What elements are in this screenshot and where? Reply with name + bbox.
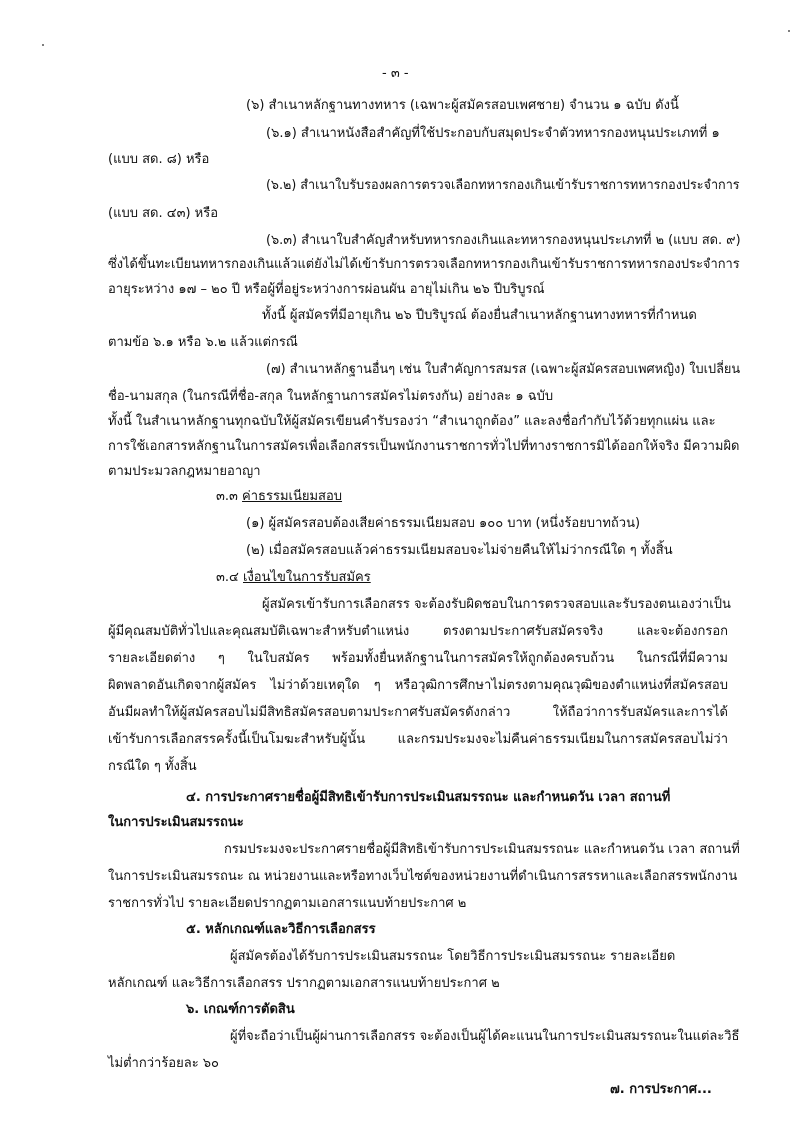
- section-3-4-heading: [216, 570, 371, 586]
- item-7-line-1: (๗) สำเนาหลักฐานอื่นๆ เช่น ใบสำคัญการสมรส (เฉพาะผู้สมัครสอบเพศหญิง) ใบเปลี่ยน: [266, 362, 741, 377]
- section-6-line-1: ผู้ที่จะถือว่าเป็นผู้ผ่านการเลือกสรร จะต้องเป็นผู้ได้คะแนนในการประเมินสมรรถนะในแต่ละวิธี: [230, 1029, 740, 1044]
- item-6-2-line-2: (แบบ สด. ๔๓) หรือ: [108, 206, 219, 221]
- item-7-line-5: ตามประมวลกฎหมายอาญา: [108, 464, 261, 479]
- conditions-line-6: เข้ารับการเลือกสรรครั้งนี้เป็นโมฆะสำหรับผู้นั้น และกรมประมงจะไม่คืนค่าธรรมเนียมในการสมัครสอบไม่ว่า: [108, 732, 728, 747]
- item-7-line-2: ชื่อ-นามสกุล (ในกรณีที่ชื่อ-สกุล ในหลักฐานการสมัครไม่ตรงกัน) อย่างละ ๑ ฉบับ: [108, 389, 554, 404]
- conditions-line-3: รายละเอียดต่าง ๆ ในใบสมัคร พร้อมทั้งยื่นหลักฐานในการสมัครให้ถูกต้องครบถ้วน ในกรณีที่มีความ: [108, 651, 728, 666]
- section-4-line-1: กรมประมงจะประกาศรายชื่อผู้มีสิทธิเข้ารับการประเมินสมรรถนะ และกำหนดวัน เวลา สถานที่: [224, 842, 740, 857]
- scan-speck: [42, 44, 44, 46]
- item-6-note-line-1: ทั้งนี้ ผู้สมัครที่มีอายุเกิน ๒๖ ปีบริบูรณ์ ต้องยื่นสำเนาหลักฐานทางทหารที่กำหนด: [262, 308, 697, 323]
- conditions-line-1: ผู้สมัครเข้ารับการเลือกสรร จะต้องรับผิดชอบในการตรวจสอบและรับรองตนเองว่าเป็น: [262, 597, 731, 612]
- fee-item-1: (๑) ผู้สมัครสอบต้องเสียค่าธรรมเนียมสอบ ๑๐๐ บาท (หนึ่งร้อยบาทถ้วน): [246, 516, 641, 531]
- section-3-4-number: ๓.๔: [216, 570, 239, 585]
- conditions-line-7: กรณีใด ๆ ทั้งสิ้น: [108, 759, 197, 774]
- item-6-3-line-2: ซึ่งได้ขึ้นทะเบียนทหารกองเกินแล้วแต่ยังไม่ได้เข้ารับการตรวจเลือกทหารกองเกินเข้ารับราชการทหารกองประจำการ: [108, 257, 740, 272]
- item-6-heading: (๖) สำเนาหลักฐานทางทหาร (เฉพาะผู้สมัครสอบเพศชาย) จำนวน ๑ ฉบับ ดังนี้: [246, 98, 679, 113]
- section-6-line-2: ไม่ต่ำกว่าร้อยละ ๖๐: [108, 1056, 219, 1071]
- item-7-line-4: การใช้เอกสารหลักฐานในการสมัครเพื่อเลือกสรรเป็นพนักงานราชการทั่วไปที่ทางราชการมิได้ออกให้จริง มีความผิด: [108, 439, 740, 454]
- item-6-1-line-1: (๖.๑) สำเนาหนังสือสำคัญที่ใช้ประกอบกับสมุดประจำตัวทหารกองหนุนประเภทที่ ๑: [266, 126, 720, 141]
- section-4-line-2: ในการประเมินสมรรถนะ ณ หน่วยงานและหรือทางเว็บไซต์ของหน่วยงานที่ดำเนินการสรรหาและเลือกสรรพนักงาน: [108, 869, 738, 884]
- section-5-title: ๕. หลักเกณฑ์และวิธีการเลือกสรร: [186, 922, 376, 937]
- scan-speck: [788, 30, 790, 32]
- section-3-3-title: ค่าธรรมเนียมสอบ: [242, 489, 343, 504]
- section-6-title: ๖. เกณฑ์การตัดสิน: [186, 1002, 295, 1017]
- section-3-3-heading: [216, 489, 342, 505]
- item-6-3-line-3: อายุระหว่าง ๑๗ – ๒๐ ปี หรือผู้ที่อยู่ระหว่างการผ่อนผัน อายุไม่เกิน ๒๖ ปีบริบูรณ์: [108, 282, 545, 297]
- page-number: - ๓ -: [382, 66, 409, 81]
- continuation-marker: ๗. การประกาศ...: [610, 1082, 712, 1097]
- section-4-title-line-2: ในการประเมินสมรรถนะ: [108, 815, 244, 830]
- section-5-line-2: หลักเกณฑ์ และวิธีการเลือกสรร ปรากฏตามเอกสารแนบท้ายประกาศ ๒: [108, 976, 500, 991]
- item-6-2-line-1: (๖.๒) สำเนาใบรับรองผลการตรวจเลือกทหารกองเกินเข้ารับราชการทหารกองประจำการ: [266, 178, 740, 193]
- conditions-line-2: ผู้มีคุณสมบัติทั่วไปและคุณสมบัติเฉพาะสำหรับตำแหน่ง ตรงตามประกาศรับสมัครจริง และจะต้องกรอก: [108, 624, 728, 639]
- section-3-3-number: ๓.๓: [216, 489, 238, 504]
- item-6-1-line-2: (แบบ สด. ๘) หรือ: [108, 152, 210, 167]
- item-7-line-3: ทั้งนี้ ในสำเนาหลักฐานทุกฉบับให้ผู้สมัครเขียนคำรับรองว่า “สำเนาถูกต้อง” และลงชื่อกำกับไว้ด้วยทุกแผ่น และ: [108, 414, 716, 429]
- fee-item-2: (๒) เมื่อสมัครสอบแล้วค่าธรรมเนียมสอบจะไม่จ่ายคืนให้ไม่ว่ากรณีใด ๆ ทั้งสิ้น: [246, 543, 673, 558]
- item-6-note-line-2: ตามข้อ ๖.๑ หรือ ๖.๒ แล้วแต่กรณี: [108, 335, 298, 350]
- conditions-line-5: อันมีผลทำให้ผู้สมัครสอบไม่มีสิทธิสมัครสอบตามประกาศรับสมัครดังกล่าว ให้ถือว่าการรับสมัครและการได้: [108, 705, 728, 720]
- section-4-line-3: ราชการทั่วไป รายละเอียดปรากฏตามเอกสารแนบท้ายประกาศ ๒: [108, 896, 467, 911]
- section-5-line-1: ผู้สมัครต้องได้รับการประเมินสมรรถนะ โดยวิธีการประเมินสมรรถนะ รายละเอียด: [230, 949, 676, 964]
- section-4-title-line-1: ๔. การประกาศรายชื่อผู้มีสิทธิเข้ารับการประเมินสมรรถนะ และกำหนดวัน เวลา สถานที่: [186, 790, 671, 805]
- item-6-3-line-1: (๖.๓) สำเนาใบสำคัญสำหรับทหารกองเกินและทหารกองหนุนประเภทที่ ๒ (แบบ สด. ๙): [266, 233, 741, 248]
- section-3-4-title: เงื่อนไขในการรับสมัคร: [243, 570, 371, 585]
- conditions-line-4: ผิดพลาดอันเกิดจากผู้สมัคร ไม่ว่าด้วยเหตุใด ๆ หรือวุฒิการศึกษาไม่ตรงตามคุณวุฒิของตำแหน่งที่สมัครสอบ: [108, 678, 728, 693]
